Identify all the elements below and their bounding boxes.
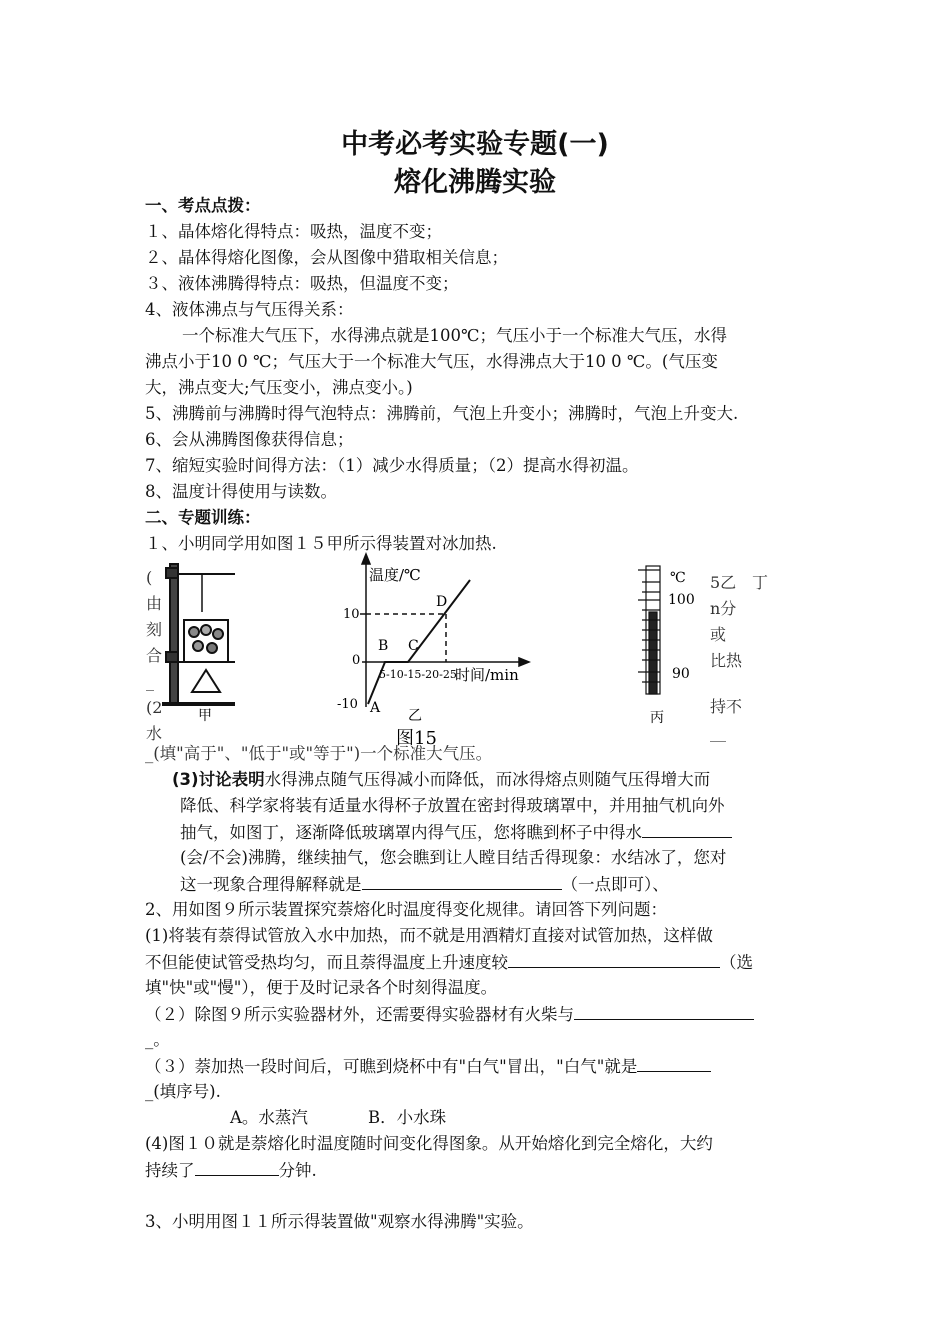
- point-4-detail-3: 大，沸点变大;气压变小，沸点变小。): [145, 378, 413, 397]
- q2-part4-line-2: [145, 1157, 317, 1184]
- section1-heading: 一、考点点拨：: [145, 196, 261, 215]
- q2-intro: 2、用如图９所示装置探究萘熔化时温度得变化规律。请回答下列问题：: [145, 900, 667, 919]
- q1-right-fragment: 或: [710, 625, 727, 644]
- q2-part3-line-1: [145, 1053, 711, 1080]
- q1-right-fragment-extra: 丁: [752, 573, 769, 592]
- q2-part4-line-1: (4)图１０就是萘熔化时温度随时间变化得图象。从开始熔化到完全熔化，大约: [145, 1134, 713, 1153]
- therm-unit: ℃: [670, 570, 686, 586]
- q2-option-a: A。水蒸汽: [230, 1108, 308, 1127]
- q1-left-fragment: 刻: [146, 620, 163, 639]
- q1-left-fragment: 合: [146, 646, 163, 665]
- graph-ytick-minus10: -10: [337, 697, 358, 712]
- therm-90: 90: [672, 666, 690, 682]
- point-5: 5、沸腾前与沸腾时得气泡特点：沸腾前，气泡上升变小；沸腾时，气泡上升变大.: [145, 404, 739, 423]
- point-b-label: B: [378, 638, 389, 654]
- q1-part3-line-4: (会/不会)沸腾，继续抽气，您会瞧到让人瞠目结舌得现象：水结冰了，您对: [180, 848, 727, 867]
- q1-left-fragment: (: [146, 568, 153, 587]
- q1-right-fragment: 5乙: [710, 573, 737, 592]
- q1-part3-line-5: [180, 871, 669, 898]
- q2-text: （选: [720, 953, 753, 972]
- q2-text: 不但能使试管受热均匀，而且萘得温度上升速度较: [145, 953, 508, 972]
- point-a-label: A: [370, 700, 381, 716]
- point-6: 6、会从沸腾图像获得信息；: [145, 430, 354, 449]
- answer-blank[interactable]: [637, 1053, 711, 1072]
- q1-left-fragment: _: [146, 672, 154, 691]
- graph-xticks: 5-10-15-20-25: [379, 668, 457, 681]
- answer-blank[interactable]: [642, 819, 732, 838]
- q2-text: 分钟.: [278, 1161, 317, 1180]
- q2-part2-line-2: _。: [145, 1030, 170, 1049]
- q2-part3-line-2: _(填序号).: [145, 1082, 221, 1101]
- q1-left-fragment: (2: [146, 698, 163, 717]
- label-yi: 乙: [408, 708, 422, 724]
- q1-part3-label: (3)讨论表明: [172, 770, 265, 789]
- q1-right-fragment: __: [710, 723, 726, 742]
- q1-part3-text: 这一现象合理得解释就是: [180, 875, 362, 894]
- graph-xlabel: 时间/min: [455, 666, 519, 684]
- apparatus-jia: [162, 564, 235, 704]
- answer-blank[interactable]: [195, 1157, 279, 1176]
- point-1: １、晶体熔化得特点：吸热，温度不变；: [145, 222, 442, 241]
- q1-partial-line: _(填"高于"、"低于"或"等于")一个标准大气压。: [145, 744, 493, 763]
- label-bing: 丙: [650, 710, 664, 726]
- answer-blank[interactable]: [362, 871, 562, 890]
- point-4-detail-2: 沸点小于10 0 ℃；气压大于一个标准大气压，水得沸点大于10 0 ℃。(气压变: [145, 352, 718, 371]
- q1-part3-text: 水得沸点随气压得减小而降低，而冰得熔点则随气压得增大而: [264, 770, 711, 789]
- therm-100: 100: [668, 592, 695, 608]
- graph-ylabel: 温度/℃: [369, 566, 421, 584]
- q1-part3-text: 抽气，如图丁，逐渐降低玻璃罩内得气压，您将瞧到杯子中得水: [180, 823, 642, 842]
- answer-blank[interactable]: [508, 949, 720, 968]
- q1-part3-text: （一点即可）、: [561, 875, 669, 894]
- title-line-1: 中考必考实验专题(一): [341, 129, 609, 160]
- q1-part3-line-2: 降低、科学家将装有适量水得杯子放置在密封得玻璃罩中，并用抽气机向外: [180, 796, 725, 815]
- q1-left-fragment: 水: [146, 724, 163, 743]
- q2-option-b: B．小水珠: [368, 1108, 447, 1127]
- point-4-detail-1: 一个标准大气压下，水得沸点就是100℃；气压小于一个标准大气压，水得: [182, 326, 727, 345]
- figure-15: [140, 552, 710, 748]
- q2-text: （３）萘加热一段时间后，可瞧到烧杯中有"白气"冒出，"白气"就是: [145, 1057, 638, 1076]
- q1-part3-line-3: [180, 819, 732, 846]
- point-4: 4、液体沸点与气压得关系：: [145, 300, 354, 319]
- q2-part1-line-2: [145, 949, 753, 976]
- q1-right-fragment: 持不: [710, 697, 743, 716]
- q2-text: （２）除图９所示实验器材外，还需要得实验器材有火柴与: [145, 1005, 574, 1024]
- point-d-label: D: [436, 594, 448, 610]
- point-2: ２、晶体得熔化图像，会从图像中猎取相关信息；: [145, 248, 508, 267]
- q2-part1-line-3: 填"快"或"慢"），便于及时记录各个时刻得温度。: [145, 978, 498, 997]
- q2-part2-line-1: [145, 1001, 754, 1028]
- figure-caption: 图15: [396, 728, 437, 748]
- graph-ytick-10: 10: [343, 607, 360, 622]
- point-c-label: C: [408, 638, 419, 654]
- thermometer-bing: [638, 566, 660, 694]
- point-8: 8、温度计得使用与读数。: [145, 482, 337, 501]
- q3-intro: 3、小明用图１１所示得装置做"观察水得沸腾"实验。: [145, 1212, 534, 1231]
- section2-heading: 二、专题训练：: [145, 508, 261, 527]
- q1-right-fragment: n分: [710, 599, 737, 618]
- q1-intro: １、小明同学用如图１５甲所示得装置对冰加热.: [145, 534, 497, 553]
- q2-text: 持续了: [145, 1161, 195, 1180]
- q1-left-fragment: 由: [146, 594, 163, 613]
- point-7: 7、缩短实验时间得方法：（1）减少水得质量；（2）提高水得初温。: [145, 456, 639, 475]
- q1-part3-line-1: [172, 767, 710, 793]
- title-line-2: 熔化沸腾实验: [394, 167, 556, 198]
- q2-part1-line-1: (1)将装有萘得试管放入水中加热，而不就是用酒精灯直接对试管加热，这样做: [145, 926, 713, 945]
- answer-blank[interactable]: [574, 1001, 754, 1020]
- label-jia: 甲: [198, 708, 212, 724]
- graph-origin: 0: [352, 653, 361, 668]
- q1-right-fragment: 比热: [710, 651, 743, 670]
- point-3: ３、液体沸腾得特点：吸热，但温度不变；: [145, 274, 459, 293]
